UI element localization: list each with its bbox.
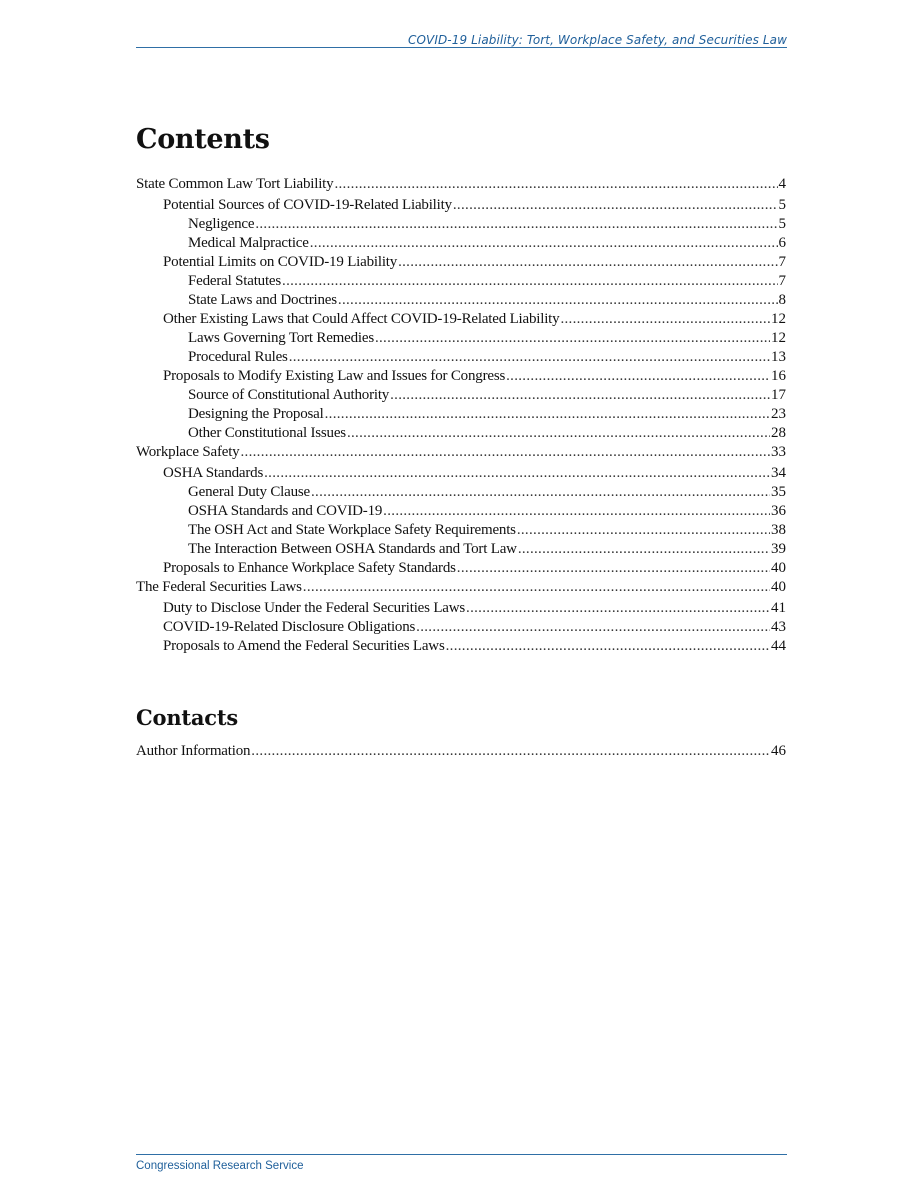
running-header-title: COVID-19 Liability: Tort, Workplace Safety, and Securities Law	[407, 33, 787, 47]
toc-entry-potential-limits[interactable]	[136, 253, 786, 272]
toc-entry-federal-statutes[interactable]	[136, 272, 786, 291]
toc-entry-page: 17	[771, 387, 786, 403]
toc-entry-interaction-osha-tort-law[interactable]	[136, 540, 786, 559]
toc-dot-leader	[390, 386, 770, 405]
toc-entry-title: Potential Limits on COVID-19 Liability	[163, 254, 398, 270]
contacts-list	[136, 742, 786, 761]
toc-entry-medical-malpractice[interactable]	[136, 234, 786, 253]
toc-entry-potential-sources[interactable]	[136, 196, 786, 215]
toc-entry-title: The OSH Act and State Workplace Safety Requirements	[188, 522, 516, 538]
toc-dot-leader	[325, 405, 770, 424]
toc-entry-page: 4	[778, 176, 786, 192]
toc-dot-leader	[334, 175, 777, 194]
toc-entry-page: 12	[771, 311, 786, 327]
toc-dot-leader	[375, 329, 770, 348]
toc-dot-leader	[289, 348, 770, 367]
toc-entry-title: Proposals to Amend the Federal Securities Laws	[163, 638, 445, 654]
toc-entry-page: 40	[771, 579, 786, 595]
toc-entry-osh-act-and-state-requirements[interactable]	[136, 521, 786, 540]
toc-entry-page: 40	[771, 560, 786, 576]
toc-entry-page: 33	[771, 444, 786, 460]
toc-dot-leader	[310, 234, 778, 253]
toc-dot-leader	[264, 464, 770, 483]
toc-entry-title: Proposals to Modify Existing Law and Issues for Congress	[163, 368, 506, 384]
toc-entry-title: Federal Statutes	[188, 273, 282, 289]
toc-entry-title: Other Existing Laws that Could Affect COVID-19-Related Liability	[163, 311, 560, 327]
toc-entry-title: Negligence	[188, 216, 255, 232]
toc-entry-workplace-safety[interactable]	[136, 443, 786, 462]
toc-entry-title: The Federal Securities Laws	[136, 579, 302, 595]
table-of-contents	[136, 175, 786, 656]
toc-entry-page: 12	[771, 330, 786, 346]
toc-entry-page: 43	[771, 619, 786, 635]
toc-dot-leader	[303, 578, 770, 597]
toc-entry-covid-19-disclosure-obligations[interactable]	[136, 618, 786, 637]
toc-dot-leader	[518, 540, 770, 559]
toc-entry-negligence[interactable]	[136, 215, 786, 234]
toc-dot-leader	[347, 424, 770, 443]
page-footer	[136, 1154, 787, 1174]
toc-entry-page: 41	[771, 600, 786, 616]
toc-entry-title: Other Constitutional Issues	[188, 425, 346, 441]
toc-entry-proposals-to-modify[interactable]	[136, 367, 786, 386]
toc-entry-state-laws-and-doctrines[interactable]	[136, 291, 786, 310]
toc-dot-leader	[416, 618, 770, 637]
toc-entry-osha-standards-and-covid-19[interactable]	[136, 502, 786, 521]
toc-dot-leader	[251, 742, 770, 761]
toc-entry-page: 34	[771, 465, 786, 481]
toc-entry-title: OSHA Standards	[163, 465, 264, 481]
toc-entry-duty-to-disclose[interactable]	[136, 599, 786, 618]
toc-entry-other-existing-laws[interactable]	[136, 310, 786, 329]
toc-entry-source-of-constitutional-authority[interactable]	[136, 386, 786, 405]
toc-entry-title: Procedural Rules	[188, 349, 288, 365]
toc-dot-leader	[338, 291, 778, 310]
toc-entry-page: 36	[771, 503, 786, 519]
toc-entry-title: Potential Sources of COVID-19-Related Liability	[163, 197, 452, 213]
toc-entry-title: State Laws and Doctrines	[188, 292, 337, 308]
toc-entry-page: 6	[778, 235, 786, 251]
toc-entry-page: 39	[771, 541, 786, 557]
toc-entry-page: 46	[771, 743, 786, 759]
toc-entry-page: 38	[771, 522, 786, 538]
toc-entry-title: Duty to Disclose Under the Federal Securities Laws	[163, 600, 466, 616]
toc-entry-page: 35	[771, 484, 786, 500]
toc-dot-leader	[560, 310, 770, 329]
toc-entry-page: 13	[771, 349, 786, 365]
toc-entry-laws-governing-tort-remedies[interactable]	[136, 329, 786, 348]
toc-entry-title: COVID-19-Related Disclosure Obligations	[163, 619, 416, 635]
toc-entry-page: 5	[778, 197, 786, 213]
toc-entry-procedural-rules[interactable]	[136, 348, 786, 367]
toc-entry-designing-the-proposal[interactable]	[136, 405, 786, 424]
toc-entry-page: 23	[771, 406, 786, 422]
toc-entry-other-constitutional-issues[interactable]	[136, 424, 786, 443]
toc-entry-page: 7	[778, 254, 786, 270]
toc-entry-page: 16	[771, 368, 786, 384]
toc-dot-leader	[383, 502, 770, 521]
toc-dot-leader	[255, 215, 777, 234]
toc-entry-title: OSHA Standards and COVID-19	[188, 503, 383, 519]
contents-heading: Contents	[136, 124, 270, 155]
toc-dot-leader	[506, 367, 770, 386]
toc-entry-general-duty-clause[interactable]	[136, 483, 786, 502]
toc-entry-title: Source of Constitutional Authority	[188, 387, 390, 403]
toc-entry-osha-standards[interactable]	[136, 464, 786, 483]
toc-entry-proposals-to-amend-securities-laws[interactable]	[136, 637, 786, 656]
toc-dot-leader	[466, 599, 770, 618]
toc-entry-title: Workplace Safety	[136, 444, 240, 460]
toc-entry-page: 28	[771, 425, 786, 441]
toc-entry-author-information[interactable]	[136, 742, 786, 761]
toc-entry-title: Laws Governing Tort Remedies	[188, 330, 374, 346]
toc-entry-title: State Common Law Tort Liability	[136, 176, 334, 192]
toc-entry-title: General Duty Clause	[188, 484, 310, 500]
contacts-heading: Contacts	[136, 705, 239, 730]
toc-entry-title: The Interaction Between OSHA Standards and Tort Law	[188, 541, 517, 557]
toc-entry-page: 8	[778, 292, 786, 308]
toc-dot-leader	[311, 483, 770, 502]
toc-dot-leader	[457, 559, 770, 578]
toc-dot-leader	[453, 196, 778, 215]
toc-dot-leader	[446, 637, 770, 656]
footer-text: Congressional Research Service	[136, 1160, 304, 1172]
toc-dot-leader	[517, 521, 770, 540]
toc-entry-title: Designing the Proposal	[188, 406, 324, 422]
toc-dot-leader	[398, 253, 777, 272]
toc-dot-leader	[240, 443, 770, 462]
toc-entry-page: 44	[771, 638, 786, 654]
toc-entry-title: Medical Malpractice	[188, 235, 309, 251]
toc-entry-proposals-to-enhance-workplace-safety[interactable]	[136, 559, 786, 578]
toc-entry-state-common-law-tort-liability[interactable]	[136, 175, 786, 194]
toc-entry-federal-securities-laws[interactable]	[136, 578, 786, 597]
toc-entry-page: 5	[778, 216, 786, 232]
toc-entry-page: 7	[778, 273, 786, 289]
toc-dot-leader	[282, 272, 777, 291]
toc-entry-title: Author Information	[136, 743, 251, 759]
running-header	[136, 32, 787, 48]
toc-entry-title: Proposals to Enhance Workplace Safety Standards	[163, 560, 456, 576]
